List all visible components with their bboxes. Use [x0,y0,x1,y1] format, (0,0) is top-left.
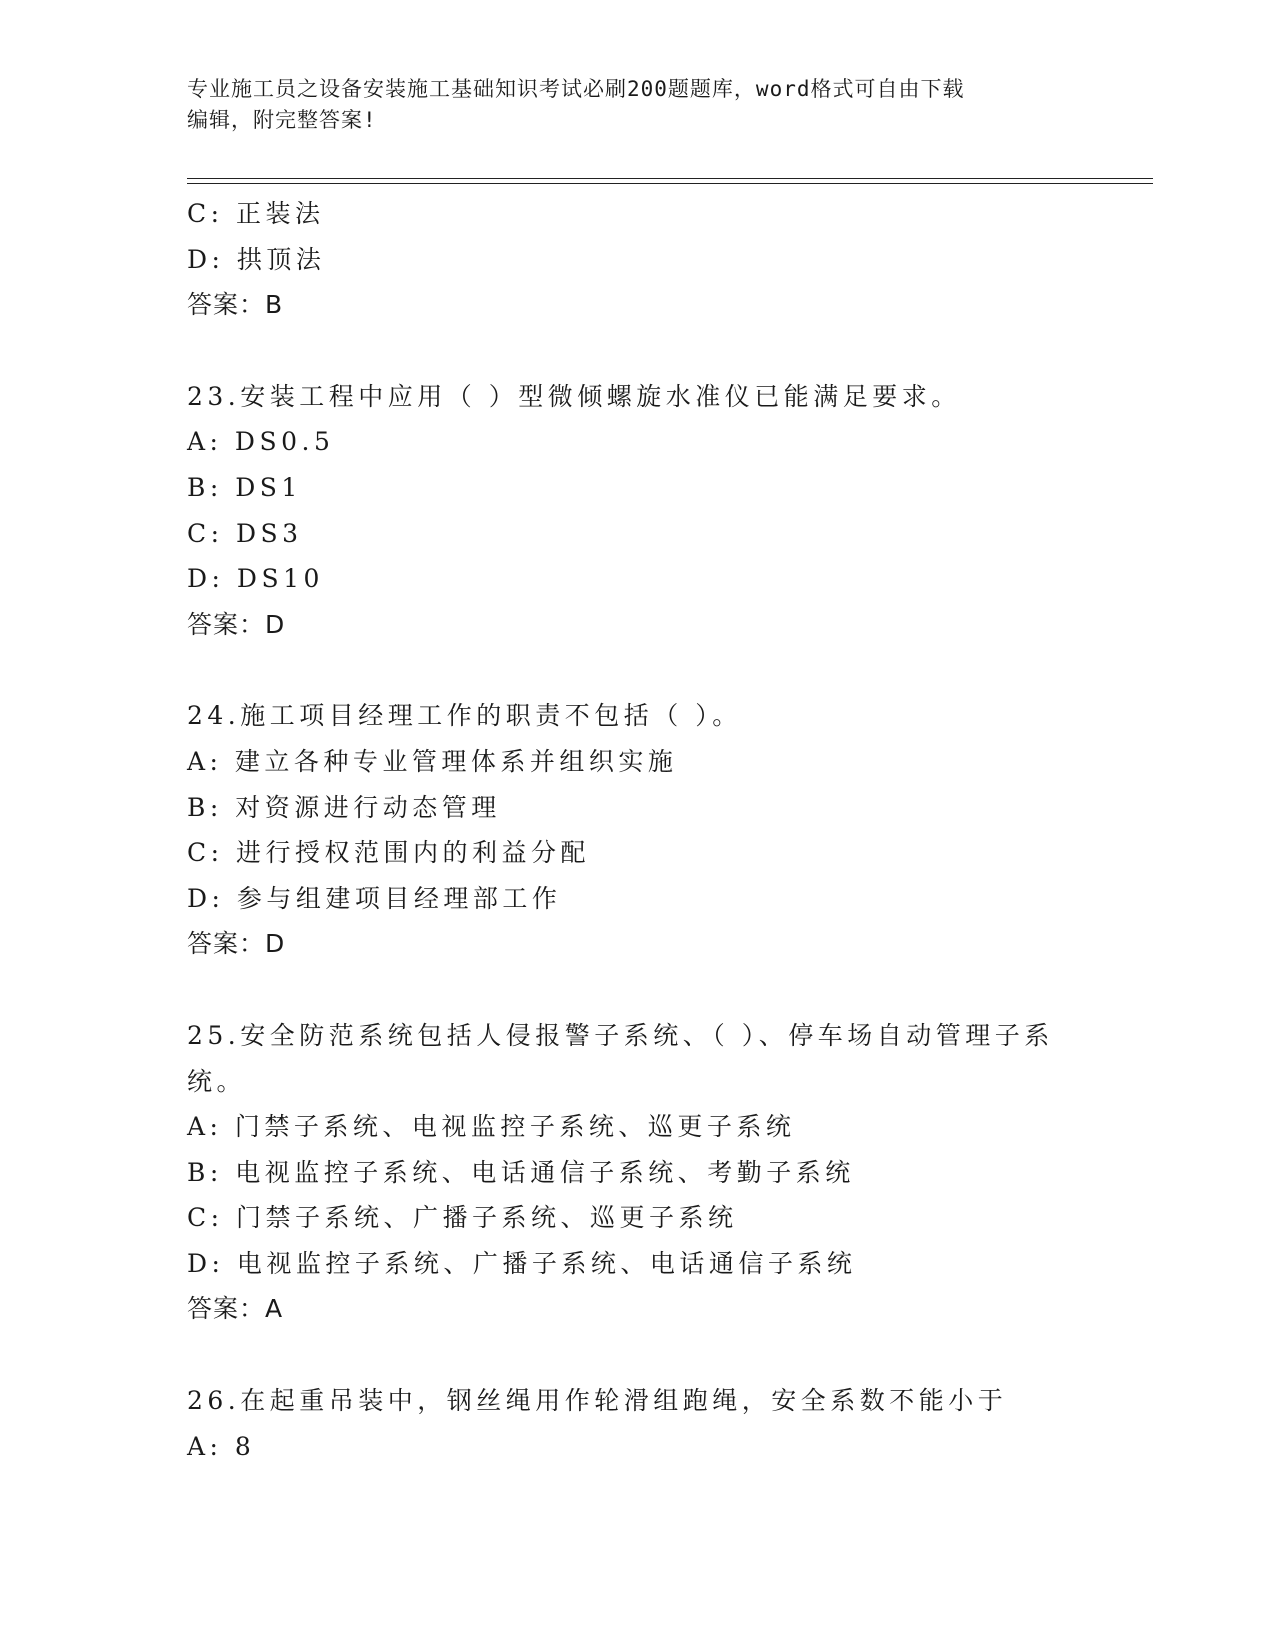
question-block-24 [187,693,1147,967]
question-list [187,191,1147,1469]
question-block-23 [187,374,1147,648]
spacer [187,967,1147,1013]
header-title-line-1: 专业施工员之设备安装施工基础知识考试必刷200题题库，word格式可自由下载 [187,77,965,101]
option-a: A: 门禁子系统、电视监控子系统、巡更子系统 [187,1112,796,1142]
option-c: C: 正装法 [187,199,325,228]
question-text: 23.安装工程中应用（ ）型微倾螺旋水准仪已能满足要求。 [187,381,961,411]
option-b: B: DS1 [187,472,302,502]
answer-text: 答案：B [187,290,284,320]
option-d: D: 电视监控子系统、广播子系统、电话通信子系统 [187,1248,857,1278]
option-a: A: 建立各种专业管理体系并组织实施 [187,746,678,776]
header-divider-top [187,178,1153,179]
answer-text: 答案：A [187,1294,284,1324]
question-block-26 [187,1378,1147,1469]
option-a: A: DS0.5 [187,427,335,457]
option-d: D: 参与组建项目经理部工作 [187,883,562,913]
option-d: D: DS10 [187,564,324,594]
question-block-25 [187,1013,1147,1332]
header-title-line-2: 编辑，附完整答案! [187,108,377,132]
question-text-line-1: 25.安全防范系统包括人侵报警子系统、（ ）、停车场自动管理子系 [187,1020,1054,1050]
option-b: B: 电视监控子系统、电话通信子系统、考勤子系统 [187,1157,855,1187]
option-c: C: 进行授权范围内的利益分配 [187,838,590,868]
option-b: B: 对资源进行动态管理 [187,792,501,822]
answer-text: 答案：D [187,609,286,639]
option-d: D: 拱顶法 [187,244,326,274]
header-divider-bottom [187,183,1153,184]
document-header [187,74,1087,136]
spacer [187,328,1147,374]
answer-text: 答案：D [187,929,286,959]
question-text: 26.在起重吊装中，钢丝绳用作轮滑组跑绳，安全系数不能小于 [187,1386,1008,1416]
option-c: C: 门禁子系统、广播子系统、巡更子系统 [187,1203,738,1233]
spacer [187,647,1147,693]
question-text: 24.施工项目经理工作的职责不包括（ ）。 [187,701,742,731]
spacer [187,1332,1147,1378]
question-text-line-2: 统。 [187,1066,247,1096]
option-a: A: 8 [187,1431,256,1461]
option-c: C: DS3 [187,518,303,548]
question-block-22 [187,191,1147,328]
